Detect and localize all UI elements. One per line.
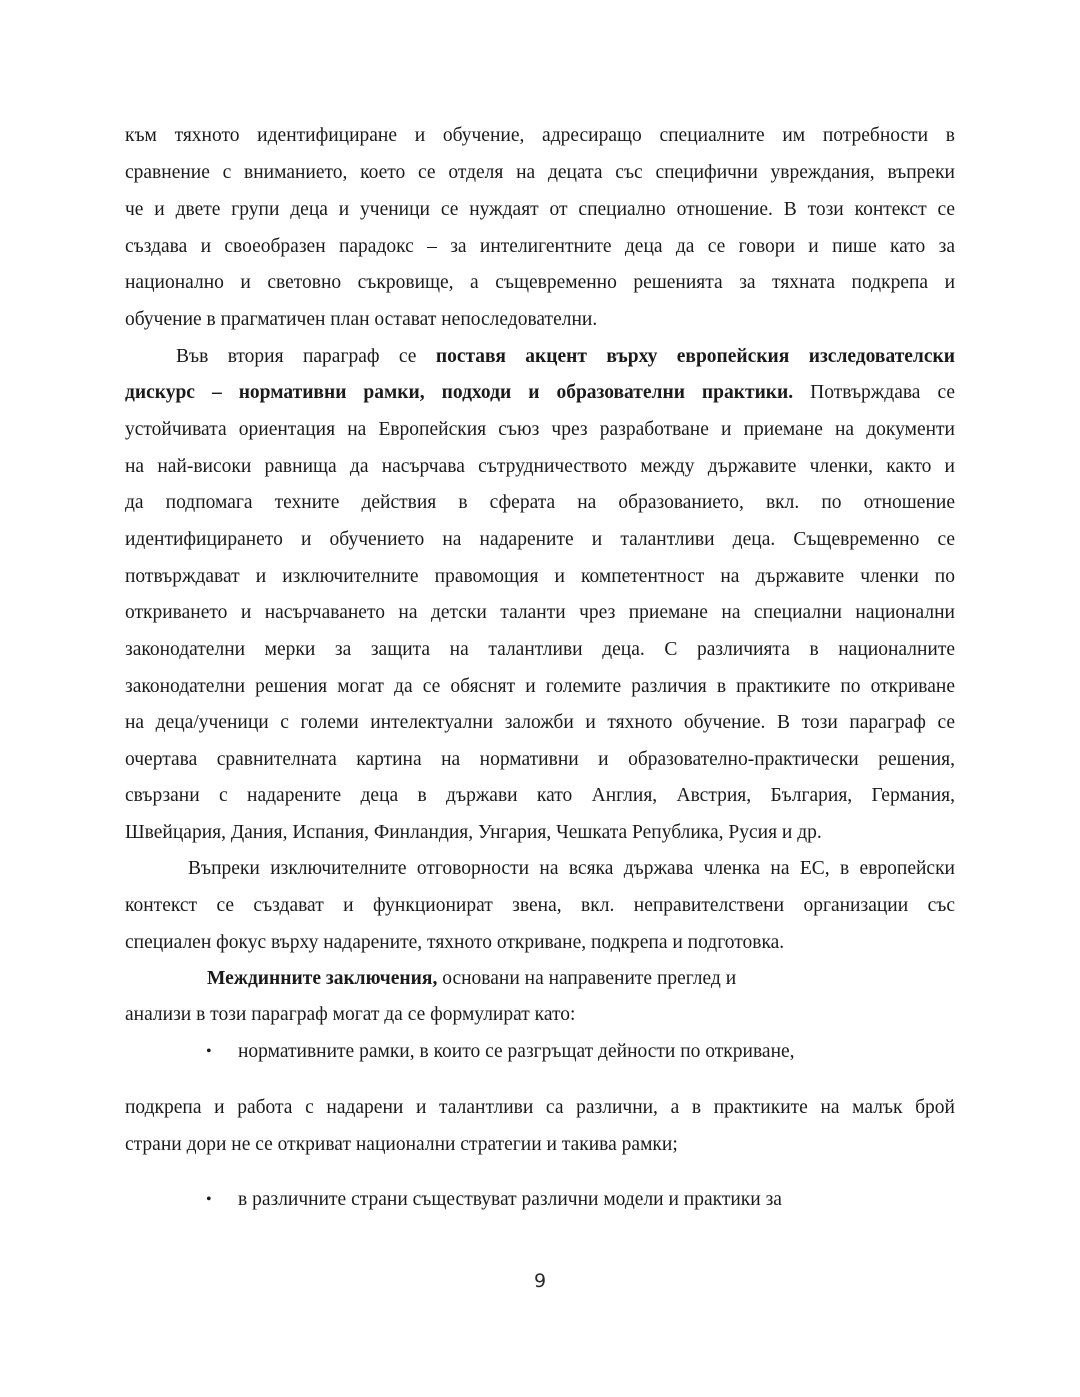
emphasis-text: поставя акцент върху европейския изследователски [435, 346, 955, 367]
body-text-line: национално и световно съкровище, а същевременно решенията за тяхната подкрепа и [125, 272, 955, 293]
body-text-line [207, 967, 736, 991]
body-text: основани на направените преглед и [437, 968, 737, 989]
bullet-marker: • [206, 1043, 212, 1060]
body-text: Във втория параграф се [176, 346, 436, 367]
body-text-line: че и двете групи деца и ученици се нуждаят от специално отношение. В този контекст се [125, 199, 955, 220]
body-text: Потвърждава се [793, 382, 955, 403]
body-text-line: обучение в прагматичен план остават непоследователни. [125, 309, 598, 330]
bullet-marker: • [206, 1191, 212, 1208]
body-text-line: идентифицирането и обучението на надарените и талантливи деца. Същевременно се [125, 529, 955, 550]
body-text-line: създава и своеобразен парадокс – за интелигентните деца да се говори и пише като за [125, 236, 955, 257]
body-text-line: на деца/ученици с големи интелектуални заложби и тяхното обучение. В този параграф се [125, 712, 955, 733]
emphasis-text: Междинните заключения, [207, 968, 438, 989]
body-text-line [125, 381, 955, 405]
body-text-line: Въпреки изключителните отговорности на всяка държава членка на ЕС, в европейски [188, 858, 955, 879]
list-item-text: страни дори не се откриват национални стратегии и такива рамки; [125, 1134, 678, 1155]
body-text-line: очертава сравнителната картина на нормативни и образователно-практически решения, [125, 749, 955, 770]
body-text-line [176, 345, 955, 369]
body-text-line: към тяхното идентифициране и обучение, адресиращо специалните им потребности в [125, 125, 955, 146]
body-text-line: сравнение с вниманието, което се отделя на децата със специфични увреждания, въпреки [125, 162, 955, 183]
emphasis-text: дискурс – нормативни рамки, подходи и образователни практики. [125, 382, 794, 403]
body-text-line: устойчивата ориентация на Европейския съюз чрез разработване и приемане на документи [125, 419, 955, 440]
page-number: 9 [533, 1270, 547, 1292]
list-item-text: подкрепа и работа с надарени и талантливи са различни, а в практиките на малък брой [125, 1097, 955, 1118]
body-text-line: на най-високи равнища да насърчава сътрудничеството между държавите членки, както и [125, 456, 955, 477]
body-text-line: специален фокус върху надарените, тяхното откриване, подкрепа и подготовка. [125, 932, 785, 953]
body-text-line: да подпомага техните действия в сферата на образованието, вкл. по отношение [125, 492, 955, 513]
body-text-line: законодателни решения могат да се обяснят и големите различия в практиките по откриване [125, 676, 955, 697]
body-text-line: законодателни мерки за защита на талантливи деца. С различията в националните [125, 639, 955, 660]
body-text-line: контекст се създават и функционират звена, вкл. неправителствени организации със [125, 895, 955, 916]
body-text-line: Швейцария, Дания, Испания, Финландия, Унгария, Чешката Република, Русия и др. [125, 822, 822, 843]
body-text-line: анализи в този параграф могат да се формулират като: [125, 1004, 576, 1025]
list-item-text: в различните страни съществуват различни модели и практики за [238, 1189, 782, 1210]
list-item-text: нормативните рамки, в които се разгръщат дейности по откриване, [238, 1041, 795, 1062]
body-text-line: откриването и насърчаването на детски таланти чрез приемане на специални национални [125, 602, 955, 623]
body-text-line: свързани с надарените деца в държави като Англия, Австрия, България, Германия, [125, 785, 955, 806]
body-text-line: потвърждават и изключителните правомощия и компетентност на държавите членки по [125, 566, 955, 587]
